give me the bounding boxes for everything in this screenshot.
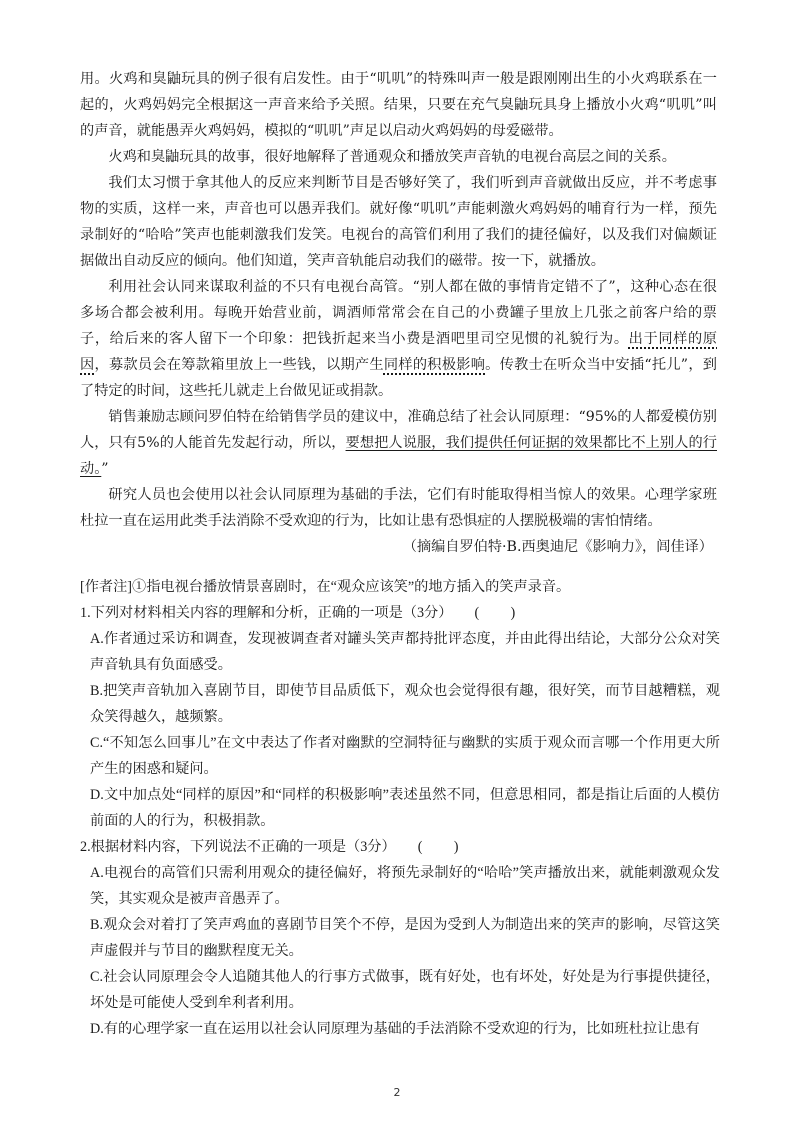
answer-blank: ( ) xyxy=(417,839,460,855)
article-paragraph-2: 火鸡和臭鼬玩具的故事，很好地解释了普通观众和播放笑声音轨的电视台高层之间的关系。 xyxy=(108,149,676,165)
question-1-stem xyxy=(80,600,720,626)
question-2-option-c: C.社会认同原理会令人追随其他人的行事方式做事，既有好处，也有坏处，好处是为行事提供捷径，坏处是可能使人受到牟利者利用。 xyxy=(90,969,720,1011)
question-stem-text: 1.下列对材料相关内容的理解和分析，正确的一项是（3分） xyxy=(80,605,453,621)
question-section xyxy=(80,574,720,1042)
p4-text-a: 利用社会认同来谋取利益的不只有电视台高管。“别人都在做的事情肯定错不了”，这种心态在很多场合都会被利用。每晚开始营业前，调酒师常常会在自己的小费罐子里放上几张之前客户给的票子，给后来的客人留下一个印象：把钱折起来当小费是酒吧里司空见惯的礼貌行为。 xyxy=(80,279,717,347)
answer-blank: ( ) xyxy=(474,605,517,621)
question-1-option-a: A.作者通过采访和调查，发现被调查者对罐头笑声都持批评态度，并由此得出结论，大部分公众对笑声音轨具有负面感受。 xyxy=(90,631,720,673)
article-paragraph-6: 研究人员也会使用以社会认同原理为基础的手法，它们有时能取得相当惊人的效果。心理学家班杜拉一直在运用此类手法消除不受欢迎的行为，比如让患有恐惧症的人摆脱极端的害怕情绪。 xyxy=(80,487,717,529)
dotted-phrase-same-effect: 同样的积极影响 xyxy=(383,357,486,373)
author-note: [作者注]①指电视台播放情景喜剧时，在“观众应该笑”的地方插入的笑声录音。 xyxy=(80,579,571,595)
underlined-sentence: 要想把人说服，我们提供任何证据的效果都比不上别人的行动。 xyxy=(80,435,717,477)
article-paragraph-1: 用。火鸡和臭鼬玩具的例子很有启发性。由于“叽叽”的特殊叫声一般是跟刚刚出生的小火鸡联系在一起的，火鸡妈妈完全根据这一声音来给予关照。结果，只要在充气臭鼬玩具身上播放小火鸡“叽叽”叫的声音，就能愚弄火鸡妈妈，模拟的“叽叽”声足以启动火鸡妈妈的母爱磁带。 xyxy=(80,71,717,139)
question-2-stem xyxy=(80,834,720,860)
question-2-option-b: B.观众会对着打了笑声鸡血的喜剧节目笑个不停，是因为受到人为制造出来的笑声的影响，尽管这笑声虚假并与节目的幽默程度无关。 xyxy=(90,917,720,959)
p4-text-b: ，募款员会在筹款箱里放上一些钱，以期产生 xyxy=(94,357,384,373)
question-1-option-b: B.把笑声音轨加入喜剧节目，即使节目品质低下，观众也会觉得很有趣，很好笑，而节目越糟糕，观众笑得越久，越频繁。 xyxy=(90,683,720,725)
article-paragraph-5 xyxy=(80,404,717,482)
article-passage xyxy=(80,66,717,560)
p4-text-c: 。传教士在听众当中安插“托儿”，到了特定的时间，这些托儿就走上台做见证或捐款。 xyxy=(80,357,717,399)
dotted-phrase-same-reason: 出于同样的原因 xyxy=(80,331,717,373)
question-1-option-d: D.文中加点处“同样的原因”和“同样的积极影响”表述虽然不同，但意思相同，都是指让后面的人模仿前面的人的行为，积极捐款。 xyxy=(90,787,720,829)
p5-text-b: ” xyxy=(101,461,109,477)
article-paragraph-4 xyxy=(80,274,717,404)
p5-text-a: 销售兼励志顾问罗伯特在给销售学员的建议中，准确总结了社会认同原理：“95%的人都爱模仿别人，只有5%的人能首先发起行动，所以， xyxy=(80,409,717,451)
article-paragraph-3: 我们太习惯于拿其他人的反应来判断节目是否够好笑了，我们听到声音就做出反应，并不考虑事物的实质，这样一来，声音也可以愚弄我们。就好像“叽叽”声能刺激火鸡妈妈的哺育行为一样，预先录制好的“哈哈”笑声也能刺激我们发笑。电视台的高管们利用了我们的捷径偏好，以及我们对偏颇证据做出自动反应的倾向。他们知道，笑声音轨能启动我们的磁带。按一下，就播放。 xyxy=(80,175,717,269)
article-source: （摘编自罗伯特·B.西奥迪尼《影响力》，闾佳译） xyxy=(402,539,713,555)
question-stem-text: 2.根据材料内容，下列说法不正确的一项是（3分） xyxy=(80,839,396,855)
question-1-option-c: C.“不知怎么回事儿”在文中表达了作者对幽默的空洞特征与幽默的实质于观众而言哪一个作用更大所产生的困惑和疑问。 xyxy=(90,735,720,777)
page-number: 2 xyxy=(393,1086,401,1099)
question-2-option-d: D.有的心理学家一直在运用以社会认同原理为基础的手法消除不受欢迎的行为，比如班杜拉让患有 xyxy=(90,1021,700,1037)
question-2-option-a: A.电视台的高管们只需利用观众的捷径偏好，将预先录制好的“哈哈”笑声播放出来，就能刺激观众发笑，其实观众是被声音愚弄了。 xyxy=(90,865,720,907)
